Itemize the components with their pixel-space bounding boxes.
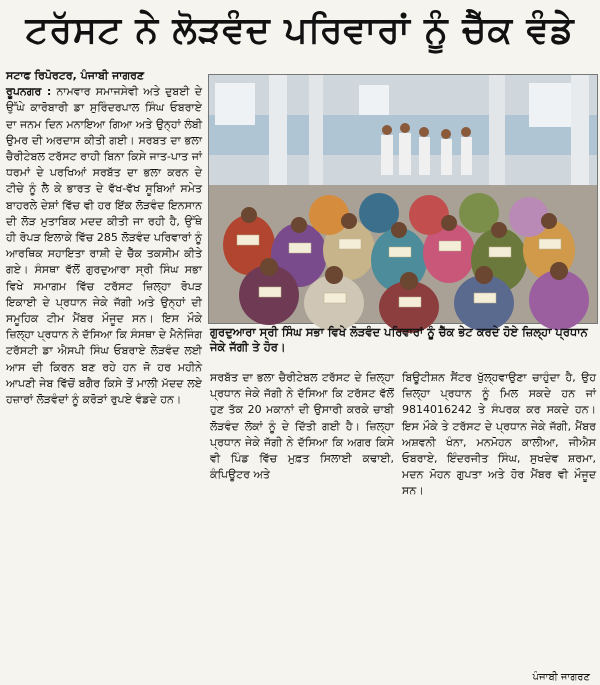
article-lead-column (6, 68, 202, 407)
news-photo (208, 74, 598, 324)
headline: ਟਰੱਸਟ ਨੇ ਲੋੜਵੰਦ ਪਰਿਵਾਰਾਂ ਨੂੰ ਚੈੱਕ ਵੰਡੇ (25, 10, 575, 51)
article-column-2 (210, 370, 394, 530)
photo-credit: ਪੰਜਾਬੀ ਜਾਗਰਣ (532, 672, 590, 683)
byline: ਸਟਾਫ ਰਿਪੋਰਟਰ, ਪੰਜਾਬੀ ਜਾਗਰਣ (6, 69, 145, 82)
column1-text: ਨਾਮਵਾਰ ਸਮਾਜਸੇਵੀ ਅਤੇ ਦੁਬਈ ਦੇ ਉੱਘੇ ਕਾਰੋਬਾਰੀ ਡਾ ਸੁਰਿੰਦਰਪਾਲ ਸਿੰਘ ਓਬਰਾਏ ਦਾ ਜਨਮ ਦਿਨ ਮਨਾਇਆ ਗਿਆ ਅਤੇ ਉਨ੍ਹਾਂ ਲੰਬੀ ਉਮਰ ਦੀ ਅਰਦਾਸ ਕੀਤੀ ਗਈ। ਸਰਬਤ ਦਾ ਭਲਾ ਚੈਰੀਟੇਬਲ ਟਰੱਸਟ ਰਾਹੀ ਬਿਨਾ ਕਿਸੇ ਜਾਤ-ਪਾਤ ਜਾਂ ਧਰਮਾਂ ਦੇ ਪਰਖਿਆਂ ਸਰਬੱਤ ਦਾ ਭਲਾ ਕਰਨ ਦੇ ਟੀਚੇ ਨੂੰ ਲੈ ਕੇ ਭਾਰਤ ਦੇ ਵੱਖ-ਵੱਖ ਸੂਬਿਆਂ ਸਮੇਤ ਬਾਹਰਲੇ ਦੇਸ਼ਾਂ ਵਿੱਚ ਵੀ ਹਰ ਇੱਕ ਲੋੜਵੰਦ ਇਨਸਾਨ ਦੀ ਲੋੜ ਮੁਤਾਬਿਕ ਮਦਦ ਕੀਤੀ ਜਾ ਰਹੀ ਹੈ, ਉੱਥੇ ਹੀ ਰੋਪੜ ਇਲਾਕੇ ਵਿੱਚ 285 ਲੋੜਵੰਦ ਪਰਿਵਾਰਾਂ ਨੂੰ ਆਰਥਿਕ ਸਹਾਇਤਾ ਰਾਸ਼ੀ ਦੇ ਚੈੱਕ ਤਕਸੀਮ ਕੀਤੇ ਗਏ। ਸੰਸਥਾ ਵੱਲੋਂ ਗੁਰਦੁਆਰਾ ਸ੍ਰੀ ਸਿੰਘ ਸਭਾ ਵਿਖੇ ਸਮਾਗਮ ਵਿੱਚ ਟਰੱਸਟ ਜ਼ਿਲ੍ਹਾ ਰੋਪੜ ਇਕਾਈ ਦੇ ਪ੍ਰਧਾਨ ਜੇਕੇ ਜੱਗੀ ਅਤੇ ਉਨ੍ਹਾਂ ਦੀ ਸਮੂਹਿਕ ਟੀਮ ਮੈਂਬਰ ਮੌਜੂਦ ਸਨ। ਇਸ ਮੌਕੇ ਜ਼ਿਲ੍ਹਾ ਪ੍ਰਧਾਨ ਨੇ ਦੱਸਿਆ ਕਿ ਸੰਸਥਾ ਦੇ ਮੈਨੇਜਿੰਗ ਟਰੱਸਟੀ ਡਾ ਐਸਪੀ ਸਿੰਘ ਓਬਰਾਏ ਲੋੜਵੰਦ ਲਈ ਆਸ ਦੀ ਕਿਰਨ ਬਣ ਰਹੇ ਹਨ ਜੋ ਹਰ ਮਹੀਨੇ ਆਪਣੀ ਜੇਬ ਵਿੱਚੋਂ ਬਗੈਰ ਕਿਸੇ ਤੋਂ ਮਾਲੀ ਮੱਦਦ ਲਏ ਹਜ਼ਾਰਾਂ ਲੋੜਵੰਦਾਂ ਨੂੰ ਕਰੋੜਾਂ ਰੁਪਏ ਵੰਡਦੇ ਹਨ। (6, 85, 202, 407)
column2-text: ਸਰਬੱਤ ਦਾ ਭਲਾ ਚੈਰੀਟੇਬਲ ਟਰੱਸਟ ਦੇ ਜ਼ਿਲ੍ਹਾ ਪ੍ਰਧਾਨ ਜੇਕੇ ਜੱਗੀ ਨੇ ਦੱਸਿਆ ਕਿ ਟਰੱਸਟ ਵੱਲੋਂ ਹੁਣ ਤੱਕ 20 ਮਕਾਨਾਂ ਦੀ ਉਸਾਰੀ ਕਰਕੇ ਚਾਬੀ ਲੋੜਵੰਦ ਲੋਕਾਂ ਨੂੰ ਦੇ ਦਿੱਤੀ ਗਈ ਹੈ। ਜ਼ਿਲ੍ਹਾ ਪ੍ਰਧਾਨ ਜੇਕੇ ਜੱਗੀ ਨੇ ਦੱਸਿਆ ਕਿ ਅਗਰ ਕਿਸੇ ਵੀ ਪਿੰਡ ਵਿੱਚ ਮੁਫ਼ਤ ਸਿਲਾਈ ਕਢਾਈ, ਕੰਪਿਊਟਰ ਅਤੇ (210, 371, 394, 482)
photo-illustration (209, 75, 597, 323)
article-paragraph-1 (6, 84, 202, 408)
column3-text: ਬਿਊਟੀਸ਼ਨ ਸੈਂਟਰ ਖੁੱਲ੍ਹਵਾਉਣਾ ਚਾਹੁੰਦਾ ਹੈ, ਉਹ ਜ਼ਿਲ੍ਹਾ ਪ੍ਰਧਾਨ ਨੂੰ ਮਿਲ ਸਕਦੇ ਹਨ ਜਾਂ 9814016242 ਤੇ ਸੰਪਰਕ ਕਰ ਸਕਦੇ ਹਨ। ਇਸ ਮੌਕੇ ਤੇ ਟਰੱਸਟ ਦੇ ਪ੍ਰਧਾਨ ਜੇਕੇ ਜੱਗੀ, ਮੈਂਬਰ ਅਸ਼ਵਨੀ ਖੰਨਾ, ਮਨਮੋਹਨ ਕਾਲੀਆ, ਜੀਐਸ ਓਬਰਾਏ, ਇੰਦਰਜੀਤ ਸਿੰਘ, ਸੁਖਦੇਵ ਸ਼ਰਮਾ, ਮਦਨ ਮੋਹਨ ਗੁਪਤਾ ਅਤੇ ਹੋਰ ਮੈਂਬਰ ਵੀ ਮੌਜੂਦ ਸਨ। (402, 371, 596, 498)
dateline: ਰੂਪਨਗਰ : (6, 85, 52, 99)
article-column-3 (402, 370, 596, 530)
photo-caption: ਗੁਰਦੁਆਰਾ ਸ੍ਰੀ ਸਿੰਘ ਸਭਾ ਵਿਖੇ ਲੋੜਵੰਦ ਪਰਿਵਾਰਾਂ ਨੂੰ ਚੈੱਕ ਭੇਟ ਕਰਦੇ ਹੋਏ ਜ਼ਿਲ੍ਹਾ ਪ੍ਰਧਾਨ ਜੇਕੇ ਜੱਗੀ ਤੇ ਹੋਰ। (210, 325, 588, 354)
